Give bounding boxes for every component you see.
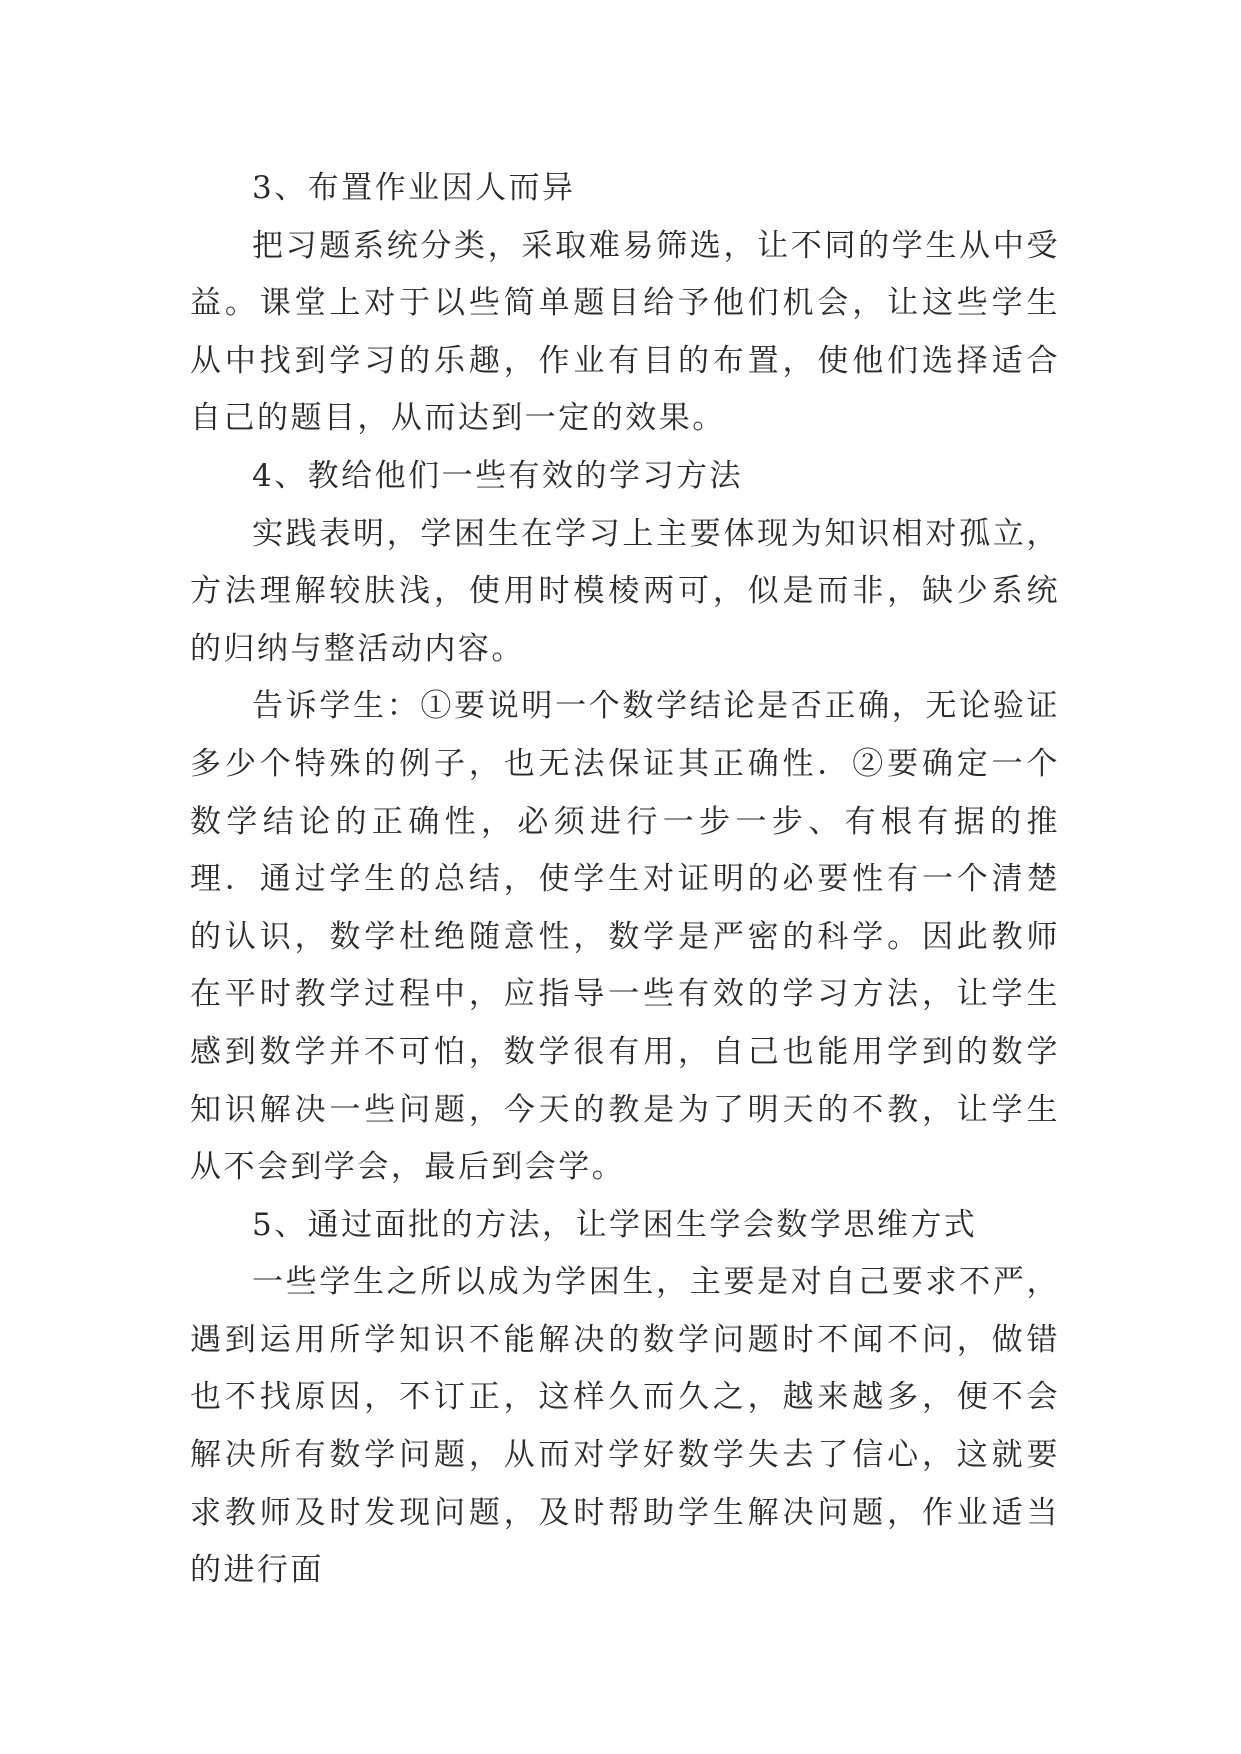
paragraph-assignments: 把习题系统分类，采取难易筛选，让不同的学生从中受益。课堂上对于以些简单题目给予他们机会，让这些学生从中找到学习的乐趣，作业有目的布置，使他们选择适合自己的题目，从而达到一定的效果。 bbox=[190, 227, 1060, 437]
document-body bbox=[190, 160, 1060, 1600]
section-heading-4: 4、教给他们一些有效的学习方法 bbox=[252, 457, 743, 494]
paragraph-struggling-students: 一些学生之所以成为学困生，主要是对自己要求不严，遇到运用所学知识不能解决的数学问题时不闻不问，做错也不找原因，不订正，这样久而久之，越来越多，便不会解决所有数学问题，从而对学好数学失去了信心，这就要求教师及时发现问题，及时帮助学生解决问题，作业适当的进行面 bbox=[190, 1264, 1060, 1589]
paragraph-tell-students: 告诉学生：①要说明一个数学结论是否正确，无论验证多少个特殊的例子，也无法保证其正确性．②要确定一个数学结论的正确性，必须进行一步一步、有根有据的推理．通过学生的总结，使学生对证明的必要性有一个清楚的认识，数学杜绝随意性，数学是严密的科学。因此教师在平时教学过程中，应指导一些有效的学习方法，让学生感到数学并不可怕，数学很有用，自己也能用学到的数学知识解决一些问题，今天的教是为了明天的不教，让学生从不会到学会，最后到会学。 bbox=[190, 688, 1060, 1186]
paragraph-practice: 实践表明，学困生在学习上主要体现为知识相对孤立，方法理解较肤浅，使用时模棱两可，似是而非，缺少系统的归纳与整活动内容。 bbox=[190, 515, 1060, 667]
section-heading-5: 5、通过面批的方法，让学困生学会数学思维方式 bbox=[252, 1206, 978, 1243]
section-heading-3: 3、布置作业因人而异 bbox=[252, 170, 576, 206]
